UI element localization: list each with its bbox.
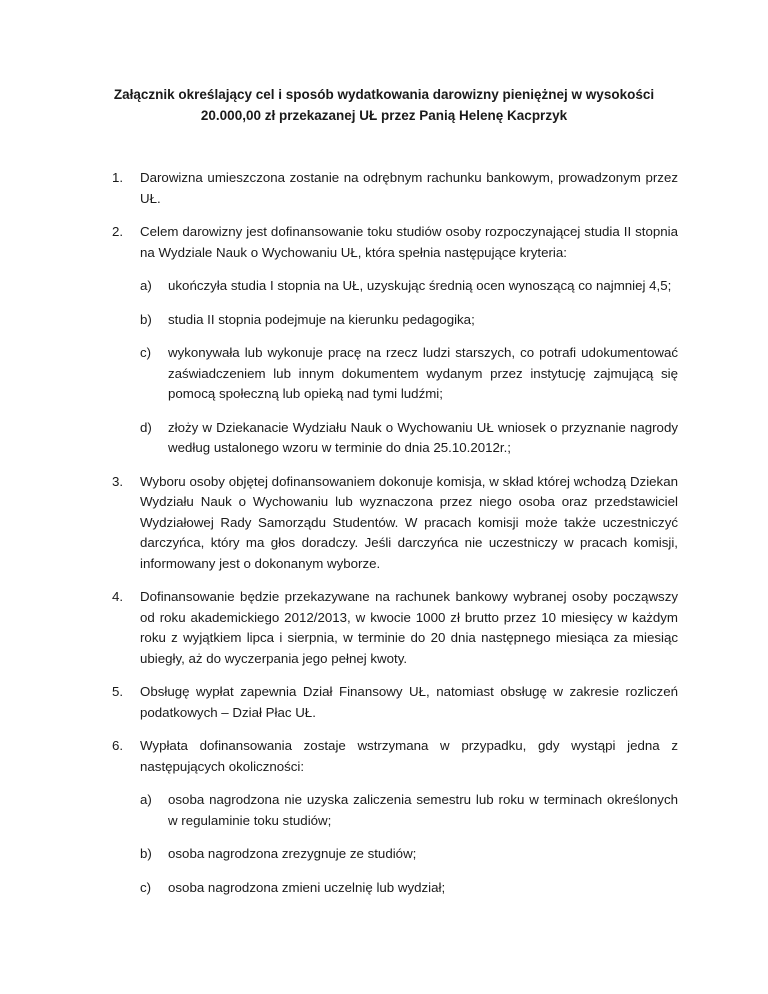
list-item-5 [112,682,678,723]
list-item-1 [112,168,678,209]
sub-item-2d [140,418,678,459]
item-text: Dofinansowanie będzie przekazywane na rachunek bankowy wybranej osoby począwszy od roku akademickiego 2012/2013, w kwocie 1000 zł brutto przez 10 miesięcy w każdym roku z wyjątkiem lipca i sierpnia, w terminie do 20 dnia następnego miesiąca za miesiąc ubiegły, aż do wyczerpania jego pełnej kwoty. [140,589,678,666]
sub-item-6c [140,878,678,899]
sub-item-letter: a) [140,792,152,807]
sub-item-6a [140,790,678,831]
sub-item-text: studia II stopnia podejmuje na kierunku pedagogika; [168,311,475,327]
title-line-2: 20.000,00 zł przekazanej UŁ przez Panią Helenę Kacprzyk [200,108,568,123]
item-text: Wypłata dofinansowania zostaje wstrzymana w przypadku, gdy wystąpi jedna z następujących okoliczności: [140,738,678,774]
item-text: Wyboru osoby objętej dofinansowaniem dokonuje komisja, w skład której wchodzą Dziekan Wydziału Nauk o Wychowaniu lub wyznaczona przez niego osoba oraz przedstawiciel Wydziałowej Rady Samorządu Studentów. W pracach komisji może także uczestniczyć darczyńca, który ma głos doradczy. Jeśli darczyńca nie uczestniczy w pracach komisji, informowany jest o dokonanym wyborze. [140,473,678,571]
sub-item-letter: b) [140,311,152,327]
item-text: Celem darowizny jest dofinansowanie toku studiów osoby rozpoczynającej studia II stopnia na Wydziale Nauk o Wychowaniu UŁ, która spełnia następujące kryteria: [140,224,678,260]
sub-item-6b [140,844,678,865]
list-item-3 [112,472,678,575]
item-number: 4. [112,589,124,604]
item-number: 3. [112,473,124,489]
sub-item-text: wykonywała lub wykonuje pracę na rzecz ludzi starszych, co potrafi udokumentować zaświadczeniem lub innym dokumentem wydanym przez instytucję zajmującą się pomocą społeczną lub opieką nad tymi ludźmi; [168,345,678,401]
sub-item-letter: b) [140,846,152,861]
sub-item-2b [140,310,678,331]
sub-item-text: złoży w Dziekanacie Wydziału Nauk o Wychowaniu UŁ wniosek o przyznanie nagrody według ustalonego wzoru w terminie do dnia 25.10.2012r.; [168,419,678,455]
sub-item-text: osoba nagrodzona zmieni uczelnię lub wydział; [168,879,446,895]
sub-item-2a [140,276,678,297]
sub-item-text: osoba nagrodzona nie uzyska zaliczenia semestru lub roku w terminach określonych w regulaminie toku studiów; [168,792,678,828]
sub-item-letter: c) [140,345,152,360]
sub-item-2c [140,343,678,405]
list-item-6 [112,736,678,777]
item-number: 5. [112,684,124,699]
item-number: 2. [112,224,124,239]
sub-item-text: ukończyła studia I stopnia na UŁ, uzyskując średnią ocen wynoszącą co najmniej 4,5; [168,278,672,293]
list-item-4 [112,587,678,669]
sub-item-letter: a) [140,278,152,293]
title-line-1: Załącznik określający cel i sposób wydatkowania darowizny pieniężnej w wysokości [113,87,655,102]
sub-item-letter: c) [140,879,152,895]
sub-item-letter: d) [140,419,152,435]
item-number: 1. [112,170,124,185]
sub-item-text: osoba nagrodzona zrezygnuje ze studiów; [168,846,417,861]
item-text: Darowizna umieszczona zostanie na odrębnym rachunku bankowym, prowadzonym przez UŁ. [140,170,678,206]
document-body [112,168,678,911]
item-number: 6. [112,738,124,753]
item-text: Obsługę wypłat zapewnia Dział Finansowy UŁ, natomiast obsługę w zakresie rozliczeń podatkowych – Dział Płac UŁ. [140,684,678,720]
list-item-2 [112,222,678,263]
document-title [60,84,708,126]
